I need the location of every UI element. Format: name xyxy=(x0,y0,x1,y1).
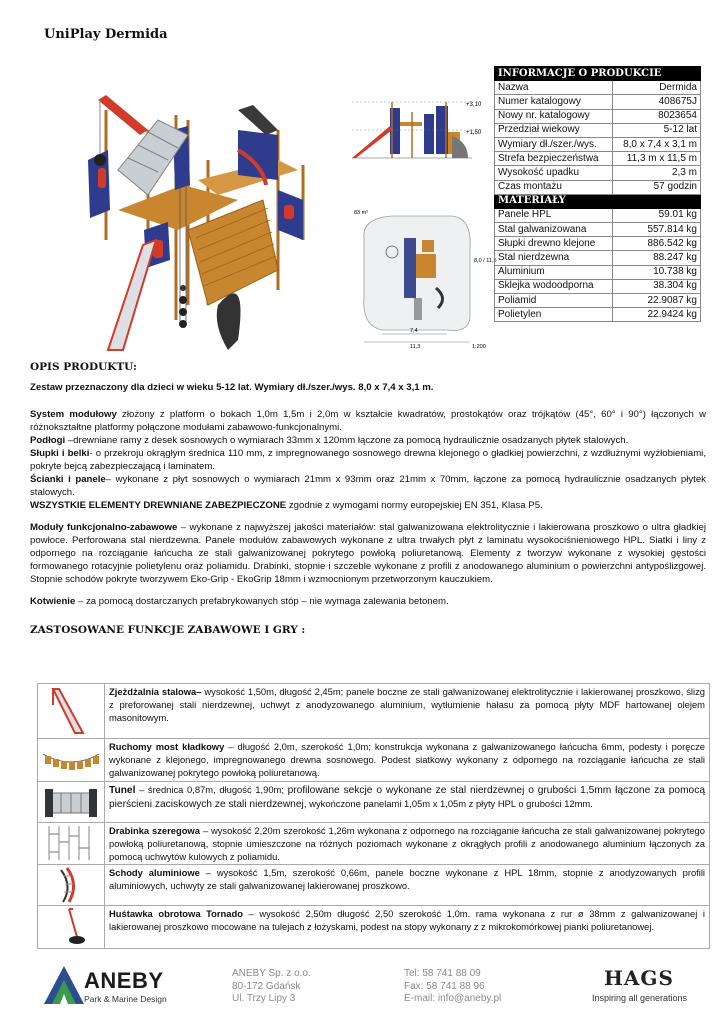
table-row xyxy=(495,137,701,151)
walls-label: Ścianki i panele xyxy=(30,474,106,485)
floors-label: Podłogi xyxy=(30,435,66,446)
bridge-icon xyxy=(38,739,105,782)
posts-label: Słupki i belki xyxy=(30,448,90,459)
anchoring-label: Kotwienie xyxy=(30,596,76,607)
table-header: MATERIAŁY xyxy=(495,194,701,208)
modular-system-text: złożony z platform o bokach 1,0m 1,5m i 2,0m w kształcie kwadratów, prostokątów oraz trójkątów (45°, 60° i 90°) łączonych w różnokształtne platformy połączone modułami zabawowo-funkcjonalnymi. xyxy=(30,409,706,433)
dim-bottom-outer-label: 11,3 xyxy=(410,344,421,350)
modules-label: Moduły funkcjonalno-zabawowe xyxy=(30,522,178,533)
anchoring-text: – za pomocą dostarczanych prefabrykowanych stóp – nie wymaga zalewania betonem. xyxy=(75,596,449,607)
function-bridge xyxy=(105,739,710,782)
table-row xyxy=(495,81,701,95)
function-text: wysokość 1,50m, długość 2,45m; panele boczne ze stali galwanizowanej elektrolitycznie i lakierowanej proszkowo, ślizg z preforowanej stali nierdzewnej, uchwyt z anodyzowanego aluminium, wytłumienie hałasu za pomocą płyty MDF hartowanej olejem masonitowym. xyxy=(109,686,706,724)
table-row xyxy=(495,208,701,222)
side-elevation-drawing xyxy=(352,92,492,182)
modular-system-label: System modułowy xyxy=(30,409,117,420)
function-name: Ruchomy most kładkowy xyxy=(109,741,225,752)
row-label: Przedział wiekowy xyxy=(495,123,613,137)
functions-table xyxy=(37,683,710,949)
function-name: Drabinka szeregowa xyxy=(109,824,200,836)
table-row xyxy=(38,739,710,782)
row-value: 8,0 x 7,4 x 3,1 m xyxy=(612,137,700,151)
row-value: 57 godzin xyxy=(612,180,700,194)
wood-protection-label: WSZYSTKIE ELEMENTY DREWNIANE ZABEZPIECZONE xyxy=(30,500,287,511)
row-label: Panele HPL xyxy=(495,208,613,222)
table-row xyxy=(495,294,701,308)
function-name: Schody aluminiowe xyxy=(109,867,200,879)
table-row xyxy=(38,781,710,822)
aneby-logo-subtitle: Park & Marine Design xyxy=(84,994,167,1004)
table-header-row xyxy=(495,67,701,81)
company-contact xyxy=(404,968,501,1006)
row-label: Sklejka wodoodporna xyxy=(495,279,613,293)
table-row xyxy=(495,279,701,293)
table-row xyxy=(38,906,710,949)
hags-tagline: Inspiring all generations xyxy=(592,993,688,1003)
row-value: 59.01 kg xyxy=(612,208,700,222)
row-label: Polietylen xyxy=(495,308,613,322)
row-label: Numer katalogowy xyxy=(495,95,613,109)
description-heading: OPIS PRODUKTU: xyxy=(30,361,137,373)
row-value: 11,3 m x 11,5 m xyxy=(612,152,700,166)
address-line: 80-172 Gdańsk xyxy=(232,980,301,992)
row-value: 88.247 kg xyxy=(612,251,700,265)
function-slide xyxy=(105,684,710,739)
function-text: – długość 2,0m, szerokość 1,0m; konstrukcja wykonana z galwanizowanego łańcucha 6mm, podesty i poręcze wykonane z klejonego, impregnowanego drewna sosnowego. Podest siatkowy wykonany z odpornego na rozciąganie łańcucha ze stali galwanizowanej pokrytego powłoką poliuretanową. xyxy=(109,741,705,779)
function-text: – wysokość 1,5m, szerokość 0,66m, panele boczne wykonane z HPL 18mm, stopnie z anodyzowanych profili aluminiowych, uchwyty ze stali galwanizowanej lakierowanej proszkowo. xyxy=(109,867,706,892)
function-text: – wysokość 2,50m długość 2,50 szerokość 1,0m. rama wykonana z rur ø 38mm z galwanizowanej i lakierowanej proszkowo mocowane na tulejach z łożyskami, podest na stopy wykonany z z mikrokomórkowej pianki poliuretanowej. xyxy=(109,908,705,933)
posts-text: - o przekroju okrągłym średnica 110 mm, z impregnowanego sosnowego drewna klejonego o gładkiej powierzchni, z wzdłużnymi wyżłobieniami, pokryte bejcą zabezpieczającą i laminatem. xyxy=(30,448,706,472)
row-label: Wymiary dł./szer./wys. xyxy=(495,137,613,151)
row-label: Poliamid xyxy=(495,294,613,308)
page-title: UniPlay Dermida xyxy=(44,27,168,42)
function-tunnel xyxy=(105,781,710,822)
product-description xyxy=(30,381,706,608)
function-name: Huśtawka obrotowa Tornado xyxy=(109,908,243,920)
footer xyxy=(0,966,725,1016)
table-row xyxy=(495,123,701,137)
company-address xyxy=(232,968,311,1006)
function-name: Zjeżdżalnia stalowa– xyxy=(109,686,202,697)
row-label: Wysokość upadku xyxy=(495,166,613,180)
table-row xyxy=(495,223,701,237)
slide-icon xyxy=(38,684,105,739)
tornado-swing-icon xyxy=(38,906,105,949)
address-line: ANEBY Sp. z o.o. xyxy=(232,968,311,979)
function-name: Tunel xyxy=(109,784,136,796)
table-row xyxy=(38,684,710,739)
table-row xyxy=(495,109,701,123)
row-value: Dermida xyxy=(612,81,700,95)
function-text-a: – średnica 0,87m, długość 1,90m; xyxy=(135,783,288,795)
row-value: 10.738 kg xyxy=(612,265,700,279)
row-value: 8023654 xyxy=(612,109,700,123)
table-row xyxy=(38,822,710,865)
row-value: 5-12 lat xyxy=(612,123,700,137)
table-row xyxy=(495,152,701,166)
table-row xyxy=(495,237,701,251)
scale-label: 1:200 xyxy=(472,344,486,350)
function-chain-ladder xyxy=(105,822,710,865)
stairs-icon xyxy=(38,865,105,906)
row-label: Strefa bezpieczeństwa xyxy=(495,152,613,166)
hags-logo-text: HAGS xyxy=(604,966,674,990)
function-text: – wysokość 2,20m szerokość 1,26m wykonana z odpornego na rozciąganie łańcucha ze stali galwanizowanej pokrytego powłoką poliuretanową, stopnie umieszczone na różnych poziomach wykonane z okrągłych profili z anodowanego aluminium łączonych za pomocą uchwytów kulowych z poliamidu. xyxy=(109,824,705,863)
row-value: 408675J xyxy=(612,95,700,109)
top-plan-drawing xyxy=(352,208,497,350)
row-value: 22.9087 kg xyxy=(612,294,700,308)
tunnel-icon xyxy=(38,781,105,822)
function-stairs xyxy=(105,865,710,906)
product-info-table xyxy=(494,66,701,322)
dim-mid-label: +1,50 xyxy=(466,130,482,136)
table-row xyxy=(38,865,710,906)
wood-protection-text: zgodnie z wymogami normy europejskiej EN 351, Klasa P5. xyxy=(286,500,543,511)
table-row xyxy=(495,166,701,180)
row-value: 2,3 m xyxy=(612,166,700,180)
table-row xyxy=(495,308,701,322)
table-header: INFORMACJE O PRODUKCIE xyxy=(495,67,701,81)
row-value: 22.9424 kg xyxy=(612,308,700,322)
table-header-row xyxy=(495,194,701,208)
product-illustration xyxy=(88,90,348,360)
address-line: Ul. Trzy Lipy 3 xyxy=(232,993,296,1004)
row-label: Czas montażu xyxy=(495,180,613,194)
email[interactable]: E-mail: info@aneby.pl xyxy=(404,993,502,1004)
dim-top-label: +3,10 xyxy=(466,102,482,108)
function-tornado-swing xyxy=(105,906,710,949)
walls-text: – wykonane z płyt sosnowych o wymiarach 21mm x 93mm oraz 21mm x 70mm, łączone za pomocą hydraulicznie osadzanych płytek stalowych. xyxy=(30,474,706,498)
floors-text: –drewniane ramy z desek sosnowych o wymiarach 33mm x 120mm łączone za pomocą hydraulicznie osadzanych płytek stalowych. xyxy=(65,435,629,446)
aneby-logo-text: ANEBY xyxy=(84,968,164,993)
intro-text: Zestaw przeznaczony dla dzieci w wieku 5-12 lat. Wymiary dł./szer./wys. 8,0 x 7,4 x 3,1 m. xyxy=(30,382,434,393)
row-label: Nazwa xyxy=(495,81,613,95)
row-label: Aluminium xyxy=(495,265,613,279)
row-label: Nowy nr. katalogowy xyxy=(495,109,613,123)
phone: Tel: 58 741 88 09 xyxy=(404,968,481,979)
function-text-c: wykończone panelami 1,05m x 1,05m z płyty HPL o grubości 12mm. xyxy=(306,797,593,809)
row-value: 557.814 kg xyxy=(612,223,700,237)
table-row xyxy=(495,95,701,109)
dim-bottom-inner-label: 7,4 xyxy=(410,328,418,334)
dim-right-label: 8,0 / 11,5 xyxy=(474,258,497,264)
row-label: Stal nierdzewna xyxy=(495,251,613,265)
row-label: Stal galwanizowana xyxy=(495,223,613,237)
fax: Fax: 58 741 88 96 xyxy=(404,980,485,992)
modules-text: – wykonane z najwyższej jakości materiałów: stal galwanizowana elektrolitycznie i lakierowana proszkowo o ultra gładkiej powłoce. Perforowana stal nierdzewna. Panele modułów zabawowych wykonane z ultra trwałych płyt z laminatu wysokociśnieniowego HPL. Siatki i liny z odpornego na rozciąganie łańcucha ze stali galwanizowanej pokrytego powłoką poliuretanową. Elementy z tworzyw wykonane z wysokiej gęstości formowanego rotacyjnie polietylenu oraz poliamidu. Drabinki, stopnie i szczeble wykonane z profili z anodowanego aluminium o powierzchni antypoślizgowej. Stopnie schodów pokryte tworzywem Eko-Grip - EkoGrip 18mm i wzmocnionym przetworzonym kauczukiem. xyxy=(30,522,706,585)
aneby-logo-icon xyxy=(44,966,84,1004)
table-row xyxy=(495,251,701,265)
functions-heading: ZASTOSOWANE FUNKCJE ZABAWOWE I GRY : xyxy=(30,624,306,636)
row-value: 886.542 kg xyxy=(612,237,700,251)
function-text-b: profilowane sekcje o wykonane ze stal nierdzewnej o grubości 1,5mm łączone za pomocą pierścieni zaciskowych ze stali nierdzewnej, xyxy=(109,784,705,810)
chain-ladder-icon xyxy=(38,822,105,865)
table-row xyxy=(495,180,701,194)
table-row xyxy=(495,265,701,279)
area-label: 83 m² xyxy=(354,210,369,216)
row-label: Słupki drewno klejone xyxy=(495,237,613,251)
row-value: 38.304 kg xyxy=(612,279,700,293)
